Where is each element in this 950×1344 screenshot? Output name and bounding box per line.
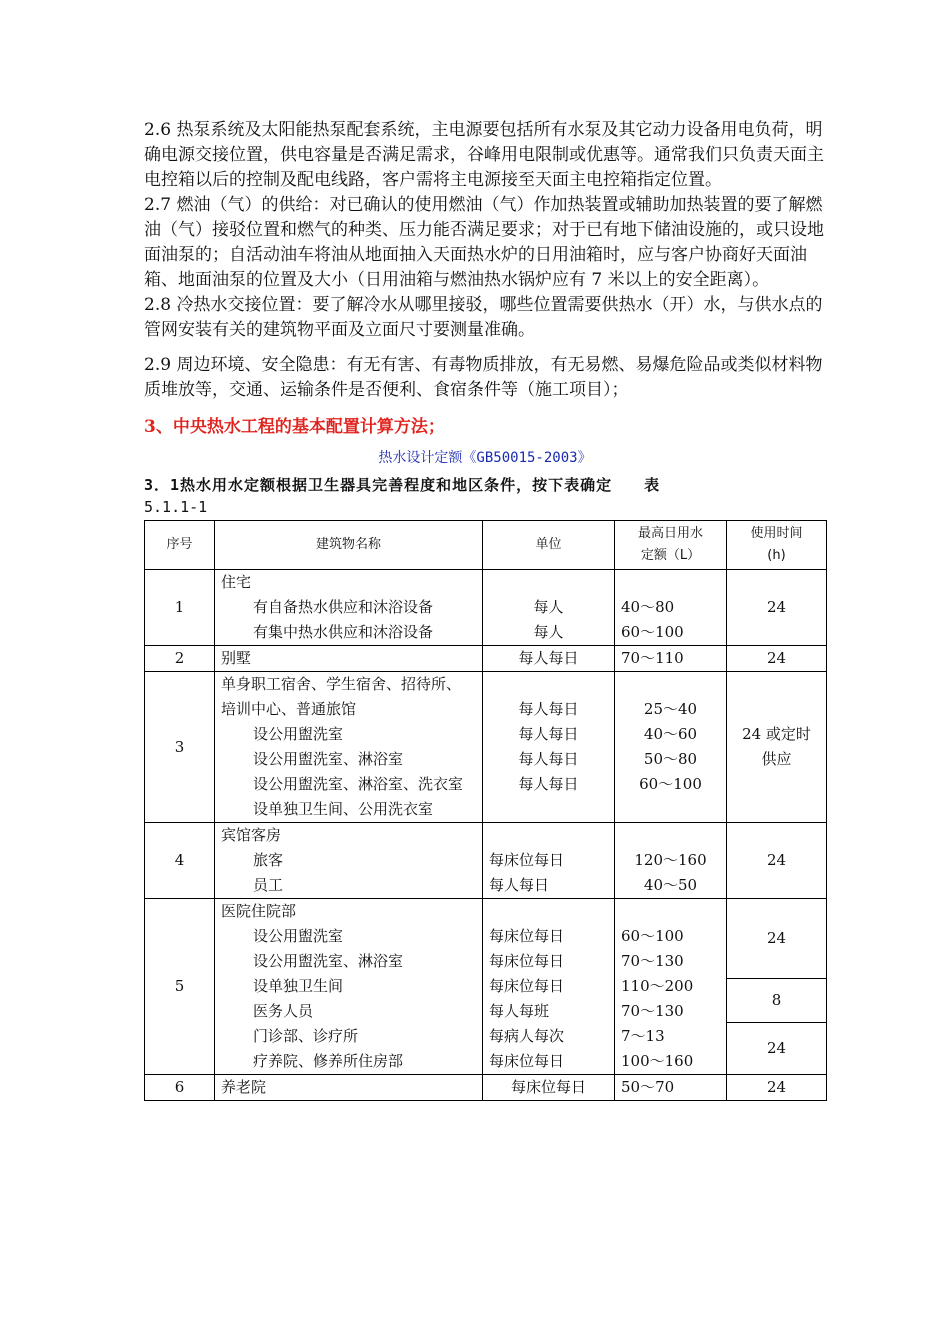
row-building: 别墅 bbox=[215, 646, 483, 672]
row-building: 养老院 bbox=[215, 1075, 483, 1101]
header-time: 使用时间 (h) bbox=[727, 521, 827, 570]
row-no: 1 bbox=[145, 570, 215, 646]
row-unit: 每人 每人 bbox=[483, 570, 615, 646]
header-building: 建筑物名称 bbox=[215, 521, 483, 570]
row-quota: 120～160 40～50 bbox=[615, 823, 727, 899]
table-row bbox=[145, 646, 827, 672]
row-building: 单身职工宿舍、学生宿舍、招待所、 培训中心、普通旅馆 设公用盥洗室 设公用盥洗室、淋浴室 设公用盥洗室、淋浴室、洗衣室 设单独卫生间、公用洗衣室 bbox=[215, 672, 483, 823]
table-caption: 3．1热水用水定额根据卫生器具完善程度和地区条件，按下表确定 表 bbox=[144, 476, 661, 494]
paragraph-2-6: 2.6 热泵系统及太阳能热泵配套系统，主电源要包括所有水泵及其它动力设备用电负荷，明确电源交接位置，供电容量是否满足需求，谷峰用电限制或优惠等。通常我们只负责天面主电控箱以后的控制及配电线路，客户需将主电源接至天面主电控箱指定位置。 bbox=[144, 120, 824, 190]
row-no: 5 bbox=[145, 899, 215, 1075]
row-time: 24 bbox=[727, 899, 827, 979]
paragraph-2-7: 2.7 燃油（气）的供给：对已确认的使用燃油（气）作加热装置或辅助加热装置的要了解燃油（气）接驳位置和燃气的种类、压力能否满足要求；对于已有地下储油设施的，或只设地面油泵的；自活动油车将油从地面抽入天面热水炉的日用油箱时，应与客户协商好天面油箱、地面油泵的位置及大小（日用油箱与燃油热水锅炉应有 7 米以上的安全距离）。 bbox=[144, 195, 824, 290]
section-3-heading: 3、中央热水工程的基本配置计算方法； bbox=[144, 417, 445, 437]
paragraph-2-9: 2.9 周边环境、安全隐患：有无有害、有毒物质排放，有无易燃、易爆危险品或类似材料物质堆放等，交通、运输条件是否便利、食宿条件等（施工项目）； bbox=[144, 355, 823, 400]
header-quota: 最高日用水 定额（L） bbox=[615, 521, 727, 570]
table-row bbox=[145, 823, 827, 899]
row-quota: 70～110 bbox=[615, 646, 727, 672]
row-quota: 60～100 70～130 110～200 70～130 7～13 100～160 bbox=[615, 899, 727, 1075]
row-building: 医院住院部 设公用盥洗室 设公用盥洗室、淋浴室 设单独卫生间 医务人员 门诊部、诊疗所 疗养院、修养所住房部 bbox=[215, 899, 483, 1075]
row-quota: 25～40 40～60 50～80 60～100 bbox=[615, 672, 727, 823]
document-page bbox=[144, 118, 826, 1101]
row-no: 4 bbox=[145, 823, 215, 899]
row-unit: 每人每日 bbox=[483, 646, 615, 672]
row-unit: 每床位每日 每人每日 bbox=[483, 823, 615, 899]
header-unit: 单位 bbox=[483, 521, 615, 570]
paragraph-2-8: 2.8 冷热水交接位置：要了解冷水从哪里接驳，哪些位置需要供热水（开）水，与供水点的管网安装有关的建筑物平面及立面尺寸要测量准确。 bbox=[144, 295, 823, 340]
table-row bbox=[145, 1075, 827, 1101]
row-building: 宾馆客房 旅客 员工 bbox=[215, 823, 483, 899]
row-time: 24 bbox=[727, 570, 827, 646]
row-building: 住宅 有自备热水供应和沐浴设备 有集中热水供应和沐浴设备 bbox=[215, 570, 483, 646]
row-time: 24 或定时 供应 bbox=[727, 672, 827, 823]
row-quota: 50～70 bbox=[615, 1075, 727, 1101]
row-unit: 每床位每日 每床位每日 每床位每日 每人每班 每病人每次 每床位每日 bbox=[483, 899, 615, 1075]
table-row bbox=[145, 570, 827, 646]
row-no: 3 bbox=[145, 672, 215, 823]
row-quota: 40～80 60～100 bbox=[615, 570, 727, 646]
table-subtitle: 热水设计定额《GB50015-2003》 bbox=[378, 450, 592, 466]
table-caption-number: 5.1.1-1 bbox=[144, 498, 208, 516]
row-time: 24 bbox=[727, 823, 827, 899]
row-no: 6 bbox=[145, 1075, 215, 1101]
table-header-row bbox=[145, 521, 827, 570]
row-time: 8 bbox=[727, 979, 827, 1023]
header-no: 序号 bbox=[145, 521, 215, 570]
row-no: 2 bbox=[145, 646, 215, 672]
hot-water-quota-table bbox=[144, 520, 827, 1101]
row-unit: 每床位每日 bbox=[483, 1075, 615, 1101]
table-row bbox=[145, 899, 827, 979]
row-time: 24 bbox=[727, 1023, 827, 1075]
table-row bbox=[145, 672, 827, 823]
row-time: 24 bbox=[727, 1075, 827, 1101]
row-unit: 每人每日 每人每日 每人每日 每人每日 bbox=[483, 672, 615, 823]
row-time: 24 bbox=[727, 646, 827, 672]
